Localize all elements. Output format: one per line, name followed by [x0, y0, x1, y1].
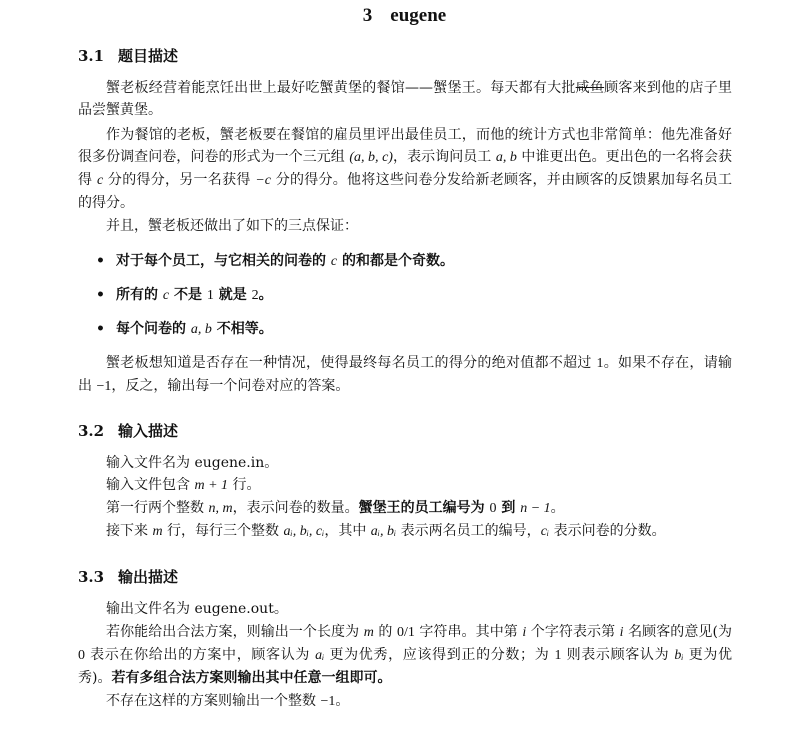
- input-line-count: 输入文件包含 m + 1 行。: [106, 477, 261, 493]
- bullet-item-values: • 所有的 c 不是 1 就是 2。: [96, 287, 273, 303]
- input-next-lines: 接下来 m 行，每行三个整数 aᵢ, bᵢ, cᵢ，其中 aᵢ, bᵢ 表示两名员工的编号，cᵢ 表示问卷的分数。: [106, 523, 666, 539]
- section-title: [0, 4, 809, 28]
- section-title-text: eugene: [390, 5, 447, 26]
- output-no-solution-line: 不存在这样的方案则输出一个整数 −1。: [106, 693, 350, 709]
- subsection-heading-output: 3.3 输出描述: [78, 568, 179, 586]
- output-filename-line: 输出文件名为 eugene.out。: [106, 601, 288, 617]
- paragraph-survey: 作为餐馆的老板，蟹老板要在餐馆的雇员里评出最佳员工，而他的统计方式也非常简单：他先准备好很多份调查问卷，问卷的形式为一个三元组 (a, b, c)，表示询问员工 a, b 中谁更出色。更出色的一名将会获得 c 分的得分，另一名获得 −c 分的得分。他将这些问卷分发给新老顾客，并由顾客的反馈累加每名员工的得分。: [78, 127, 733, 211]
- bullet-item-odd-sum: • 对于每个员工，与它相关的问卷的 c 的和都是个奇数。: [96, 253, 454, 269]
- paragraph-output-format: 若你能给出合法方案，则输出一个长度为 m 的 0/1 字符串。其中第 i 个字符表示第 i 名顾客的意见(为 0 表示在你给出的方案中，顾客认为 aᵢ 更为优秀，应该得到正的分数；为 1 则表示顾客认为 bᵢ 更为优秀)。若有多组合法方案则输出其中任意一组即可。: [78, 624, 733, 686]
- input-first-line: 第一行两个整数 n, m，表示问卷的数量。蟹堡王的员工编号为 0 到 n − 1。: [106, 500, 565, 516]
- paragraph-intro: 蟹老板经营着能烹饪出世上最好吃蟹黄堡的餐馆——蟹堡王。每天都有大批咸鱼顾客来到他的店子里品尝蟹黄堡。: [78, 80, 733, 118]
- paragraph-question: 蟹老板想知道是否存在一种情况，使得最终每名员工的得分的绝对值都不超过 1。如果不存在，请输出 −1，反之，输出每一个问卷对应的答案。: [78, 355, 733, 394]
- struck-text: 咸鱼: [575, 80, 605, 96]
- section-number: 3: [362, 5, 373, 26]
- input-filename-line: 输入文件名为 eugene.in。: [106, 455, 279, 471]
- paragraph-guarantee: 并且，蟹老板还做出了如下的三点保证：: [106, 218, 358, 234]
- subsection-heading-description: 3.1 题目描述: [78, 47, 179, 65]
- bullet-item-distinct: • 每个问卷的 a, b 不相等。: [96, 321, 273, 337]
- subsection-heading-input: 3.2 输入描述: [78, 422, 179, 440]
